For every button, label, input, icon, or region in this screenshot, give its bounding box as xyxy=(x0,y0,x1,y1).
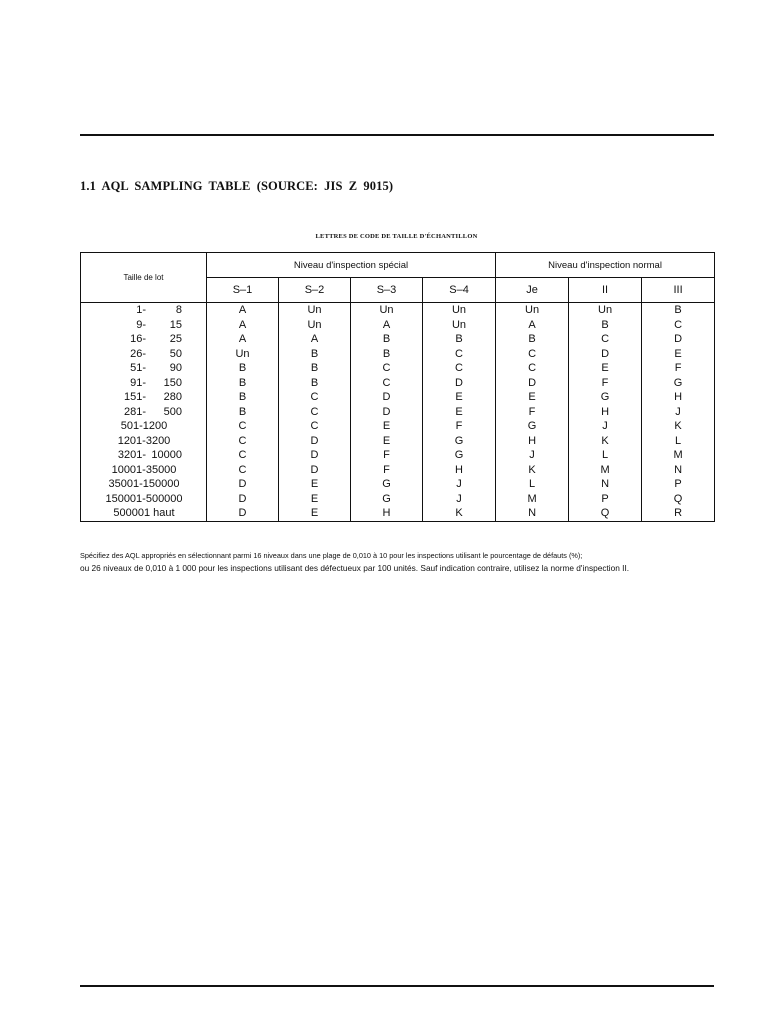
code-letter: D xyxy=(310,434,319,447)
code-letter: H xyxy=(601,405,610,418)
code-letter: Q xyxy=(600,507,610,519)
code-letter: Un xyxy=(235,347,250,360)
code-letter: C xyxy=(528,347,537,360)
code-letter: D xyxy=(382,391,391,403)
code-letter: M xyxy=(527,492,537,505)
code-letter: N xyxy=(601,478,610,490)
code-column-iii xyxy=(642,303,715,522)
code-letter: K xyxy=(455,507,463,519)
code-letter: C xyxy=(455,362,463,374)
code-letter: E xyxy=(455,391,463,403)
code-letter: G xyxy=(454,434,464,447)
code-letter: B xyxy=(238,362,247,374)
code-letter: F xyxy=(383,463,390,476)
lot-size-to: 500 xyxy=(163,405,182,418)
lot-size-from: 51- xyxy=(130,362,146,374)
code-letter: H xyxy=(382,507,391,519)
code-letter: G xyxy=(527,420,537,432)
code-letter: B xyxy=(238,391,247,403)
code-letter: Un xyxy=(307,304,322,316)
code-letter: C xyxy=(455,347,463,360)
code-letter: C xyxy=(310,420,319,432)
code-letter: C xyxy=(310,405,319,418)
code-letter: K xyxy=(601,434,609,447)
code-letter: G xyxy=(382,492,391,505)
lot-size-to: 25 xyxy=(169,333,182,345)
lot-size-row xyxy=(81,492,206,507)
code-letter: B xyxy=(601,318,609,331)
code-letter: E xyxy=(310,492,319,505)
code-letter: H xyxy=(528,434,537,447)
column-header-i: Je xyxy=(496,278,569,303)
lot-size-to: 150 xyxy=(163,376,182,389)
column-header-s3: S–3 xyxy=(351,278,423,303)
code-letter: Q xyxy=(673,492,683,505)
lot-size-to: 90 xyxy=(169,362,182,374)
column-header-s2: S–2 xyxy=(279,278,351,303)
lot-size-header: Taille de lot xyxy=(81,253,207,303)
code-letter: Un xyxy=(525,304,540,316)
lot-size-from: 35001-150000 xyxy=(108,478,180,490)
lot-size-from: 91- xyxy=(130,376,146,389)
code-letter: C xyxy=(382,362,391,374)
lot-size-from: 1- xyxy=(136,304,146,316)
lot-size-to: 8 xyxy=(175,304,182,316)
code-letter: C xyxy=(238,420,247,432)
code-letter: D xyxy=(528,376,537,389)
code-letter: A xyxy=(528,318,536,331)
lot-size-to: 280 xyxy=(163,391,182,403)
aql-sampling-table xyxy=(80,252,715,522)
lot-size-row xyxy=(81,361,206,376)
lot-size-row xyxy=(81,463,206,478)
code-letter: E xyxy=(310,478,319,490)
footnote-line-1: Spécifiez des AQL appropriés en sélectionnant parmi 16 niveaux dans une plage de 0,010 à 10 pour les inspections utilisant le pourcentage de défauts (%); xyxy=(80,551,583,560)
code-letter: P xyxy=(601,492,609,505)
code-letter: D xyxy=(382,405,391,418)
lot-size-from: 26- xyxy=(130,347,146,360)
code-column-s1 xyxy=(207,303,279,522)
code-column-s4 xyxy=(423,303,496,522)
lot-size-row xyxy=(81,390,206,405)
code-letter: F xyxy=(455,420,463,432)
lot-size-row xyxy=(81,477,206,492)
code-column-s3 xyxy=(351,303,423,522)
column-header-ii: II xyxy=(569,278,642,303)
column-header-iii: III xyxy=(642,278,715,303)
code-letter: E xyxy=(601,362,609,374)
lot-size-row xyxy=(81,434,206,449)
lot-size-to: 15 xyxy=(169,318,182,331)
lot-size-row xyxy=(81,303,206,318)
column-header-s1: S–1 xyxy=(207,278,279,303)
footnote-line-2: ou 26 niveaux de 0,010 à 1 000 pour les inspections utilisant des défectueux par 100 unités. Sauf indication contraire, utilisez la norme d'inspection II. xyxy=(80,563,630,573)
normal-inspection-header: Niveau d'inspection normal xyxy=(496,253,715,278)
lot-size-column xyxy=(81,303,207,522)
lot-size-row xyxy=(81,506,206,521)
code-letter: A xyxy=(238,304,247,316)
lot-size-row xyxy=(81,405,206,420)
code-letter: B xyxy=(528,333,536,345)
code-column-i xyxy=(496,303,569,522)
code-letter: C xyxy=(528,362,537,374)
code-letter: C xyxy=(674,318,683,331)
code-letter: L xyxy=(601,449,609,461)
code-letter: N xyxy=(674,463,683,476)
code-letter: R xyxy=(674,507,683,519)
top-rule xyxy=(80,134,714,136)
code-letter: B xyxy=(674,304,682,316)
code-letter: D xyxy=(310,449,319,461)
code-letter: G xyxy=(600,391,610,403)
lot-size-from: 501-1200 xyxy=(120,420,168,432)
code-letter: A xyxy=(238,318,247,331)
page-title: 1.1 AQL SAMPLING TABLE (SOURCE: JIS Z 9015) xyxy=(80,179,394,193)
lot-size-from: 151- xyxy=(123,391,146,403)
lot-size-from: 500001 haut xyxy=(113,507,175,519)
code-letter: B xyxy=(310,376,319,389)
code-letter: C xyxy=(601,333,610,345)
code-letter: Un xyxy=(307,318,322,331)
lot-size-row xyxy=(81,318,206,333)
code-letter: D xyxy=(238,507,247,519)
code-letter: J xyxy=(602,420,608,432)
code-letter: A xyxy=(238,333,247,345)
lot-size-from: 3201- xyxy=(117,449,146,461)
lot-size-from: 9- xyxy=(136,318,146,331)
lot-size-row xyxy=(81,332,206,347)
code-letter: N xyxy=(528,507,537,519)
code-letter: C xyxy=(310,391,319,403)
code-letter: D xyxy=(455,376,463,389)
code-letter: K xyxy=(528,463,536,476)
lot-size-from: 1201-3200 xyxy=(117,434,171,447)
code-letter: D xyxy=(238,492,247,505)
code-letter: C xyxy=(238,463,247,476)
code-letter: J xyxy=(675,405,681,418)
code-letter: B xyxy=(238,376,247,389)
code-letter: E xyxy=(455,405,463,418)
lot-size-from: 16- xyxy=(130,333,146,345)
lot-size-row xyxy=(81,448,206,463)
code-letter: G xyxy=(454,449,464,461)
column-header-s4: S–4 xyxy=(423,278,496,303)
code-letter: B xyxy=(238,405,247,418)
lot-size-from: 10001-35000 xyxy=(111,463,177,476)
lot-size-from: 150001-500000 xyxy=(105,492,183,505)
code-letter: J xyxy=(456,492,462,505)
code-letter: L xyxy=(674,434,682,447)
code-letter: G xyxy=(673,376,683,389)
lot-size-row xyxy=(81,347,206,362)
code-letter: E xyxy=(674,347,682,360)
table-caption: LETTRES DE CODE DE TAILLE D'ÉCHANTILLON xyxy=(315,233,478,240)
code-letter: J xyxy=(529,449,535,461)
code-letter: M xyxy=(600,463,610,476)
code-letter: C xyxy=(382,376,391,389)
code-letter: B xyxy=(310,347,319,360)
code-letter: E xyxy=(382,420,391,432)
code-letter: C xyxy=(238,449,247,461)
bottom-rule xyxy=(80,985,714,987)
code-letter: L xyxy=(528,478,536,490)
code-letter: B xyxy=(382,333,391,345)
code-letter: B xyxy=(455,333,463,345)
code-letter: F xyxy=(601,376,609,389)
code-letter: F xyxy=(674,362,682,374)
code-letter: Un xyxy=(451,304,467,316)
code-letter: D xyxy=(238,478,247,490)
code-letter: Un xyxy=(598,304,613,316)
code-letter: E xyxy=(310,507,319,519)
special-inspection-header: Niveau d'inspection spécial xyxy=(207,253,496,278)
code-letter: J xyxy=(456,478,462,490)
code-column-ii xyxy=(569,303,642,522)
code-letter: K xyxy=(674,420,682,432)
lot-size-from: 281- xyxy=(123,405,146,418)
code-letter: H xyxy=(455,463,463,476)
code-letter: M xyxy=(673,449,683,461)
code-letter: A xyxy=(310,333,319,345)
code-letter: D xyxy=(674,333,683,345)
code-letter: B xyxy=(310,362,319,374)
lot-size-to: 50 xyxy=(169,347,182,360)
code-letter: F xyxy=(383,449,390,461)
code-letter: C xyxy=(238,434,247,447)
code-letter: E xyxy=(382,434,391,447)
code-letter: G xyxy=(382,478,391,490)
code-letter: Un xyxy=(451,318,467,331)
code-letter: D xyxy=(601,347,610,360)
code-letter: D xyxy=(310,463,319,476)
code-letter: P xyxy=(674,478,682,490)
code-letter: E xyxy=(528,391,536,403)
lot-size-to: 10000 xyxy=(151,449,182,461)
code-letter: B xyxy=(382,347,391,360)
lot-size-row xyxy=(81,419,206,434)
code-letter: F xyxy=(528,405,536,418)
code-letter: Un xyxy=(379,304,394,316)
code-letter: H xyxy=(674,391,683,403)
code-letter: A xyxy=(382,318,391,331)
code-column-s2 xyxy=(279,303,351,522)
lot-size-row xyxy=(81,376,206,391)
